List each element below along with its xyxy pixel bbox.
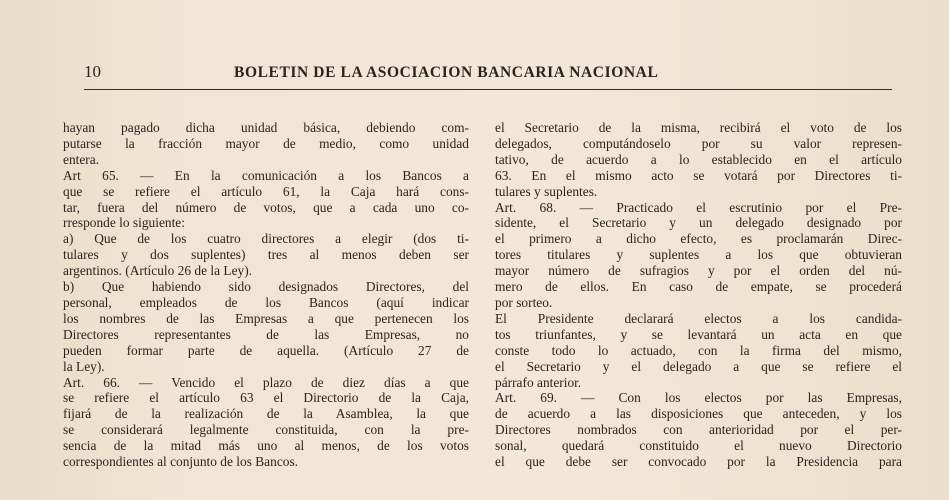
text-line: sidente, el Secretario y un delegado designado por (495, 215, 902, 231)
text-line: b) Que habiendo sido designados Directores, del (63, 279, 469, 295)
text-line: Art. 66. — Vencido el plazo de diez días a que (63, 374, 469, 390)
text-line: Art 65. — En la comunicación a los Bancos a (63, 167, 469, 183)
text-line: sonal, quedará constituido el nuevo Directorio (495, 438, 902, 454)
text-line: delegados, computándoselo por su valor represen- (495, 135, 902, 151)
text-line: personal, empleados de los Bancos (aquí indicar (63, 294, 469, 310)
text-line: se considerará legalmente constituida, con la pre- (63, 422, 469, 438)
text-line: párrafo anterior. (495, 374, 582, 390)
text-line: putarse la fracción mayor de medio, como unidad (63, 135, 469, 151)
left-column (63, 120, 469, 470)
text-line: Directores nombrados con anterioridad por el per- (495, 422, 902, 438)
right-column (495, 120, 902, 470)
text-line: el Secretario de la misma, recibirá el voto de los (495, 120, 902, 135)
text-line: se refiere el artículo 63 el Directorio de la Caja, (63, 390, 469, 406)
text-line: pueden formar parte de aquella. (Artículo 27 de (63, 342, 469, 358)
text-line: tores titulares y suplentes a los que obtuvieran (495, 247, 902, 263)
text-line: mayor número de sufragios y por el orden del nú- (495, 263, 902, 279)
text-line: la Ley). (63, 358, 105, 374)
text-line: los nombres de las Empresas a que pertenecen los (63, 310, 469, 326)
text-line: 63. En el mismo acto se votará por Directores ti- (495, 167, 902, 183)
header-rule (84, 89, 892, 90)
text-line: conste todo lo actuado, con la firma del mismo, (495, 342, 902, 358)
text-line: Art. 69. — Con los electos por las Empresas, (495, 390, 902, 406)
text-line: rresponde lo siguiente: (63, 215, 185, 231)
text-line: Art. 68. — Practicado el escrutinio por el Pre- (495, 199, 902, 215)
text-line: de acuerdo a las disposiciones que anteceden, y los (495, 406, 902, 422)
text-line: argentinos. (Artículo 26 de la Ley). (63, 263, 253, 279)
text-line: que se refiere el artículo 61, la Caja hará cons- (63, 183, 469, 199)
text-line: hayan pagado dicha unidad básica, debiendo com- (63, 120, 469, 135)
text-line: correspondientes al conjunto de los Bancos. (63, 454, 299, 470)
text-line: el Secretario y el delegado a que se refiere el (495, 358, 902, 374)
text-line: El Presidente declarará electos a los candida- (495, 310, 902, 326)
text-line: tativo, de acuerdo a lo establecido en el artículo (495, 151, 902, 167)
text-line: tulares y suplentes. (495, 183, 598, 199)
text-line: mero de ellos. En caso de empate, se procederá (495, 279, 902, 295)
text-line: tos triunfantes, y se levantará un acta en que (495, 326, 902, 342)
text-line: por sorteo. (495, 294, 553, 310)
page-number: 10 (84, 62, 101, 81)
text-line: sencia de la mitad más uno al menos, de los votos (63, 438, 469, 454)
text-line: tar, fuera del número de votos, que a cada uno co- (63, 199, 469, 215)
text-line: el que debe ser convocado por la Presidencia para (495, 454, 902, 470)
running-title: BOLETIN DE LA ASOCIACION BANCARIA NACIONAL (234, 64, 659, 81)
text-line: fijará de la realización de la Asamblea, la que (63, 406, 469, 422)
text-line: tulares y dos suplentes) tres al menos deben ser (63, 247, 469, 263)
text-line: a) Que de los cuatro directores a elegir (dos ti- (63, 231, 469, 247)
text-line: Directores representantes de las Empresas, no (63, 326, 469, 342)
text-line: el primero a dicho efecto, es proclamarán Direc- (495, 231, 902, 247)
page-header (84, 62, 894, 84)
text-line: entera. (63, 151, 100, 167)
